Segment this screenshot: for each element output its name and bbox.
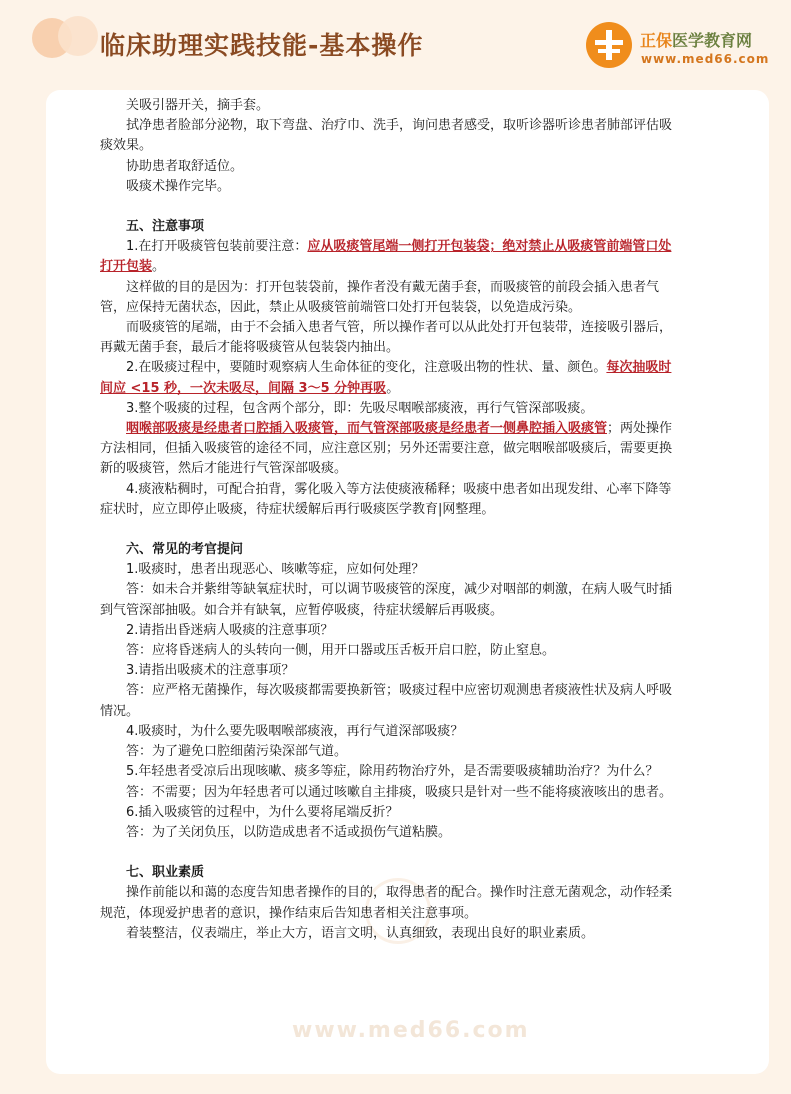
brand-name-part1: 正保 bbox=[640, 31, 673, 50]
question: 3.请指出吸痰术的注意事项？ bbox=[126, 663, 295, 679]
site-url-link[interactable]: www.med66.com bbox=[641, 52, 770, 66]
answer: 答：为了关闭负压，以防造成患者不适或损伤气道粘膜。 bbox=[126, 824, 452, 840]
precaution-item-3: 3.整个吸痰的过程，包含两个部分，即：先吸尽咽喉部痰液，再行气管深部吸痰。 bbox=[126, 400, 594, 416]
brand-logo-icon bbox=[586, 22, 632, 68]
professionalism-paragraph: 操作前能以和蔼的态度告知患者操作的目的，取得患者的配合。操作时注意无菌观念，动作轻柔规范，体现爱护患者的意识，操作结束后告知患者相关注意事项。 bbox=[100, 885, 673, 921]
highlight-text: 应从吸痰管尾端一侧打开包装袋；绝对禁止从吸痰管前端管口处打开包装 bbox=[100, 239, 672, 275]
brand-name-part2: 医学教育网 bbox=[672, 31, 753, 50]
highlight-text: 每次抽吸时间应 <15 秒，一次未吸尽，间隔 3～5 分钟再吸 bbox=[100, 360, 672, 396]
precaution-item-3-detail: 咽喉部吸痰是经患者口腔插入吸痰管，而气管深部吸痰是经患者一侧鼻腔插入吸痰管；两处操作方法相同，但插入吸痰管的途径不同，应注意区别；另外还需要注意，做完咽喉部吸痰后，需要更换新的吸痰管，然后才能进行气管深部吸痰。 bbox=[100, 421, 673, 477]
answer: 答：应严格无菌操作，每次吸痰都需要换新管；吸痰过程中应密切观测患者痰液性状及病人呼吸情况。 bbox=[100, 683, 673, 719]
brand-name[interactable] bbox=[640, 28, 752, 51]
professionalism-paragraph: 着装整洁，仪表端庄，举止大方，语言文明，认真细致，表现出良好的职业素质。 bbox=[126, 925, 595, 941]
highlight-text: 咽喉部吸痰是经患者口腔插入吸痰管，而气管深部吸痰是经患者一侧鼻腔插入吸痰管 bbox=[126, 421, 608, 437]
question: 6.插入吸痰管的过程中，为什么要将尾端反折？ bbox=[126, 804, 399, 820]
intro-paragraph: 拭净患者脸部分泌物，取下弯盘、治疗巾、洗手，询问患者感受，取听诊器听诊患者肺部评估吸痰效果。 bbox=[100, 118, 673, 154]
question: 4.吸痰时，为什么要先吸咽喉部痰液，再行气道深部吸痰？ bbox=[126, 723, 464, 739]
section-heading-precautions: 五、注意事项 bbox=[126, 219, 205, 235]
intro-paragraph: 协助患者取舒适位。 bbox=[126, 158, 244, 174]
precaution-item-1: 1.在打开吸痰管包装前要注意：应从吸痰管尾端一侧打开包装袋；绝对禁止从吸痰管前端管口处打开包装。 bbox=[100, 239, 672, 275]
section-heading-examiner-questions: 六、常见的考官提问 bbox=[126, 542, 244, 558]
question: 5.年轻患者受凉后出现咳嗽、痰多等症，除用药物治疗外，是否需要吸痰辅助治疗？为什么？ bbox=[126, 764, 659, 780]
intro-paragraph: 吸痰术操作完毕。 bbox=[126, 178, 231, 194]
answer: 答：如未合并紫绀等缺氧症状时，可以调节吸痰管的深度，减少对咽部的刺激，在病人吸气时插到气管深部抽吸。如合并有缺氧，应暂停吸痰，待症状缓解后再吸痰。 bbox=[100, 582, 673, 618]
precaution-paragraph: 而吸痰管的尾端，由于不会插入患者气管，所以操作者可以从此处打开包装带，连接吸引器后，再戴无菌手套，最后才能将吸痰管从包装袋内抽出。 bbox=[100, 320, 673, 356]
section-heading-professionalism: 七、职业素质 bbox=[126, 865, 205, 881]
answer: 答：应将昏迷病人的头转向一侧，用开口器或压舌板开启口腔，防止窒息。 bbox=[126, 643, 556, 659]
intro-paragraph: 关吸引器开关，摘手套。 bbox=[126, 98, 270, 113]
watermark-text: www.med66.com bbox=[292, 1018, 530, 1043]
question: 2.请指出昏迷病人吸痰的注意事项？ bbox=[126, 622, 334, 638]
precaution-item-4: 4.痰液粘稠时，可配合拍背，雾化吸入等方法使痰液稀释；吸痰中患者如出现发绀、心率下降等症状时，应立即停止吸痰，待症状缓解后再行吸痰医学教育|网整理。 bbox=[100, 481, 672, 517]
precaution-item-2: 2.在吸痰过程中，要随时观察病人生命体征的变化，注意吸出物的性状、量、颜色。每次抽吸时间应 <15 秒，一次未吸尽，间隔 3～5 分钟再吸。 bbox=[100, 360, 672, 396]
answer: 答：为了避免口腔细菌污染深部气道。 bbox=[126, 744, 348, 760]
header-decoration-circle bbox=[58, 16, 98, 56]
precaution-paragraph: 这样做的目的是因为：打开包装袋前，操作者没有戴无菌手套，而吸痰管的前段会插入患者气管，应保持无菌状态，因此，禁止从吸痰管前端管口处打开包装袋，以免造成污染。 bbox=[100, 279, 660, 315]
answer: 答：不需要；因为年轻患者可以通过咳嗽自主排痰，吸痰只是针对一些不能将痰液咳出的患者。 bbox=[126, 784, 673, 800]
page-header bbox=[0, 0, 791, 90]
page-title: 临床助理实践技能-基本操作 bbox=[100, 31, 424, 60]
question: 1.吸痰时，患者出现恶心、咳嗽等症，应如何处理？ bbox=[126, 562, 425, 578]
document-body bbox=[100, 96, 680, 944]
